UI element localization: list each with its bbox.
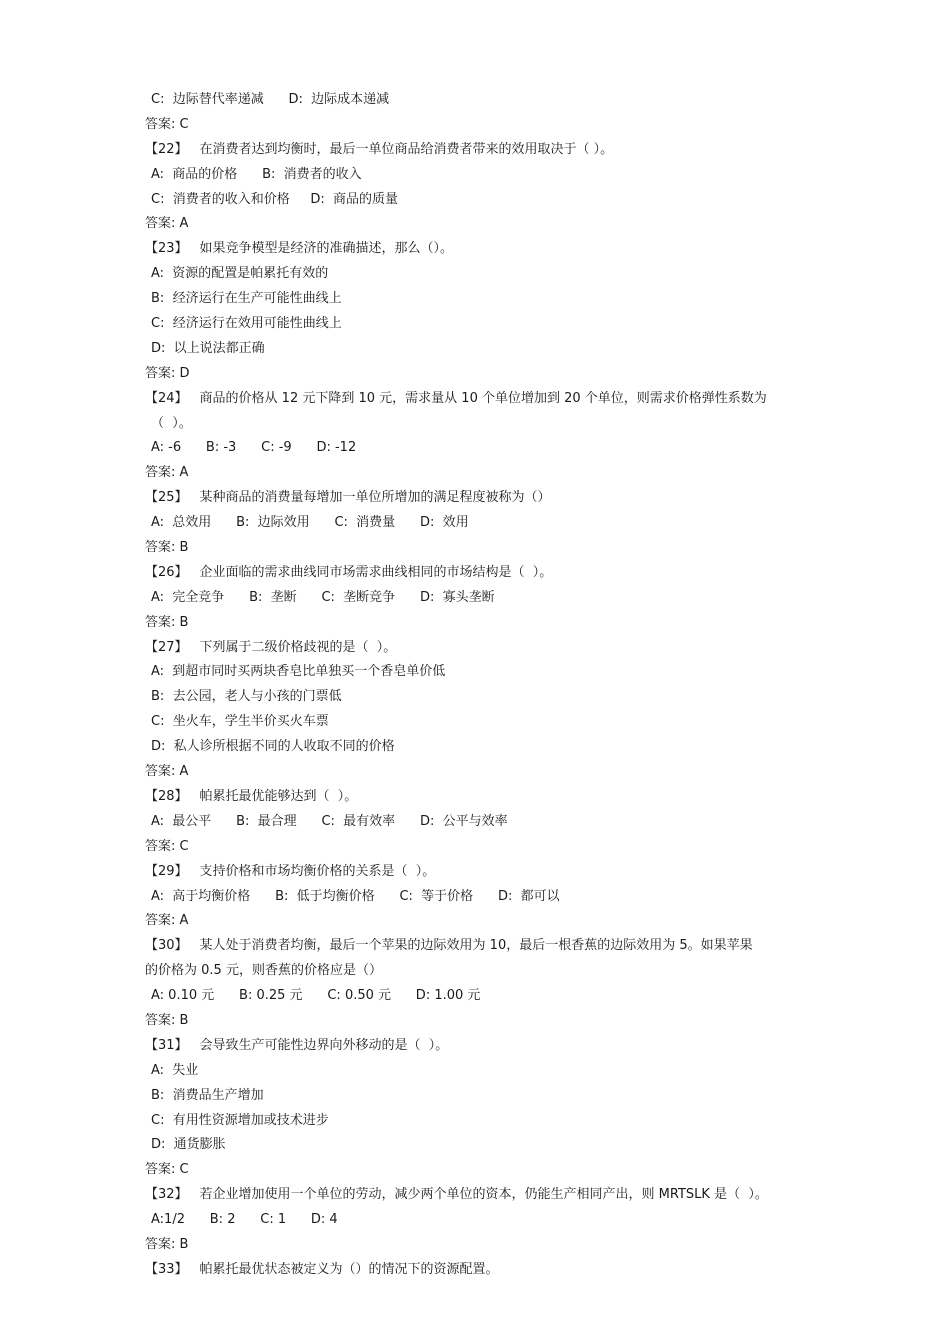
question-text: 企业面临的需求曲线同市场需求曲线相同的市场结构是（ ）。 (199, 564, 553, 580)
answer-line: 答案: A (145, 913, 189, 929)
option-line: A:1/2 B: 2 C: 1 D: 4 (151, 1212, 338, 1228)
question-number: 【31】 (145, 1037, 188, 1053)
option-line: B: 经济运行在生产可能性曲线上 (151, 291, 342, 307)
option-line: A: 商品的价格 B: 消费者的收入 (151, 166, 362, 182)
question-number: 【29】 (145, 863, 188, 879)
question-number: 【32】 (145, 1187, 188, 1203)
question-number: 【30】 (145, 938, 188, 954)
question-line (145, 486, 815, 511)
question-number: 【24】 (145, 390, 188, 406)
question-line (145, 387, 815, 412)
answer-line: 答案: C (145, 116, 189, 132)
question-list (145, 88, 815, 1283)
question-number: 【23】 (145, 241, 188, 257)
question-text: 帕累托最优能够达到（ ）。 (199, 788, 358, 804)
question-line (145, 237, 815, 262)
question-line (145, 785, 815, 810)
question-text: 帕累托最优状态被定义为（）的情况下的资源配置。 (199, 1261, 499, 1277)
option-line: A: 0.10 元 B: 0.25 元 C: 0.50 元 D: 1.00 元 (151, 988, 481, 1004)
question-number: 【27】 (145, 639, 188, 655)
question-text: 支持价格和市场均衡价格的关系是（ ）。 (199, 863, 436, 879)
answer-line: 答案: B (145, 540, 189, 556)
option-line: A: 最公平 B: 最合理 C: 最有效率 D: 公平与效率 (151, 813, 508, 829)
question-number: 【25】 (145, 490, 188, 506)
question-number: 【22】 (145, 141, 188, 157)
option-line: C: 坐火车，学生半价买火车票 (151, 714, 329, 730)
question-number: 【28】 (145, 788, 188, 804)
option-line: B: 消费品生产增加 (151, 1087, 264, 1103)
question-number: 【33】 (145, 1261, 188, 1277)
option-line: D: 私人诊所根据不同的人收取不同的价格 (151, 739, 395, 755)
answer-line: 答案: A (145, 216, 189, 232)
option-line: （ ）。 (151, 415, 192, 431)
question-text: 商品的价格从 12 元下降到 10 元，需求量从 10 个单位增加到 20 个单位，则需求价格弹性系数为 (199, 390, 767, 406)
option-line: A: 高于均衡价格 B: 低于均衡价格 C: 等于价格 D: 都可以 (151, 888, 560, 904)
option-line: C: 边际替代率递减 D: 边际成本递减 (151, 92, 390, 107)
question-line (145, 636, 815, 661)
option-line: B: 去公园，老人与小孩的门票低 (151, 689, 342, 705)
question-text: 某人处于消费者均衡，最后一个苹果的边际效用为 10，最后一根香蕉的边际效用为 5。如果苹果 (199, 938, 753, 954)
answer-line: 答案: A (145, 465, 189, 481)
option-line: C: 消费者的收入和价格 D: 商品的质量 (151, 191, 399, 207)
option-line: D: 以上说法都正确 (151, 340, 265, 356)
option-line: D: 通货膨胀 (151, 1137, 226, 1153)
question-line (145, 561, 815, 586)
option-line: A: 到超市同时买两块香皂比单独买一个香皂单价低 (151, 664, 446, 680)
option-line: A: 资源的配置是帕累托有效的 (151, 266, 329, 282)
question-line (145, 1034, 815, 1059)
question-number: 【26】 (145, 564, 188, 580)
question-text: 如果竞争模型是经济的准确描述，那么（）。 (199, 241, 454, 257)
question-text: 下列属于二级价格歧视的是（ ）。 (199, 639, 397, 655)
continuation-line: 的价格为 0.5 元，则香蕉的价格应是（） (145, 963, 382, 979)
answer-line: 答案: B (145, 1012, 189, 1028)
option-line: C: 有用性资源增加或技术进步 (151, 1112, 329, 1128)
answer-line: 答案: D (145, 365, 190, 381)
answer-line: 答案: B (145, 614, 189, 630)
question-text: 会导致生产可能性边界向外移动的是（ ）。 (199, 1037, 449, 1053)
question-line (145, 1258, 815, 1283)
question-line (145, 934, 815, 959)
question-line (145, 860, 815, 885)
answer-line: 答案: C (145, 838, 189, 854)
option-line: C: 经济运行在效用可能性曲线上 (151, 316, 342, 332)
answer-line: 答案: A (145, 764, 189, 780)
question-line (145, 138, 815, 163)
question-text: 若企业增加使用一个单位的劳动，减少两个单位的资本，仍能生产相同产出，则 MRTSLK 是（ ）。 (199, 1187, 768, 1203)
option-line: A: 完全竞争 B: 垄断 C: 垄断竞争 D: 寡头垄断 (151, 589, 495, 605)
answer-line: 答案: C (145, 1162, 189, 1178)
question-text: 在消费者达到均衡时，最后一单位商品给消费者带来的效用取决于（ ）。 (199, 141, 614, 157)
answer-line: 答案: B (145, 1236, 189, 1252)
question-text: 某种商品的消费量每增加一单位所增加的满足程度被称为（） (199, 490, 551, 506)
option-line: A: 失业 (151, 1062, 199, 1078)
option-line: A: 总效用 B: 边际效用 C: 消费量 D: 效用 (151, 515, 469, 531)
question-line (145, 1183, 815, 1208)
option-line: A: -6 B: -3 C: -9 D: -12 (151, 440, 357, 456)
